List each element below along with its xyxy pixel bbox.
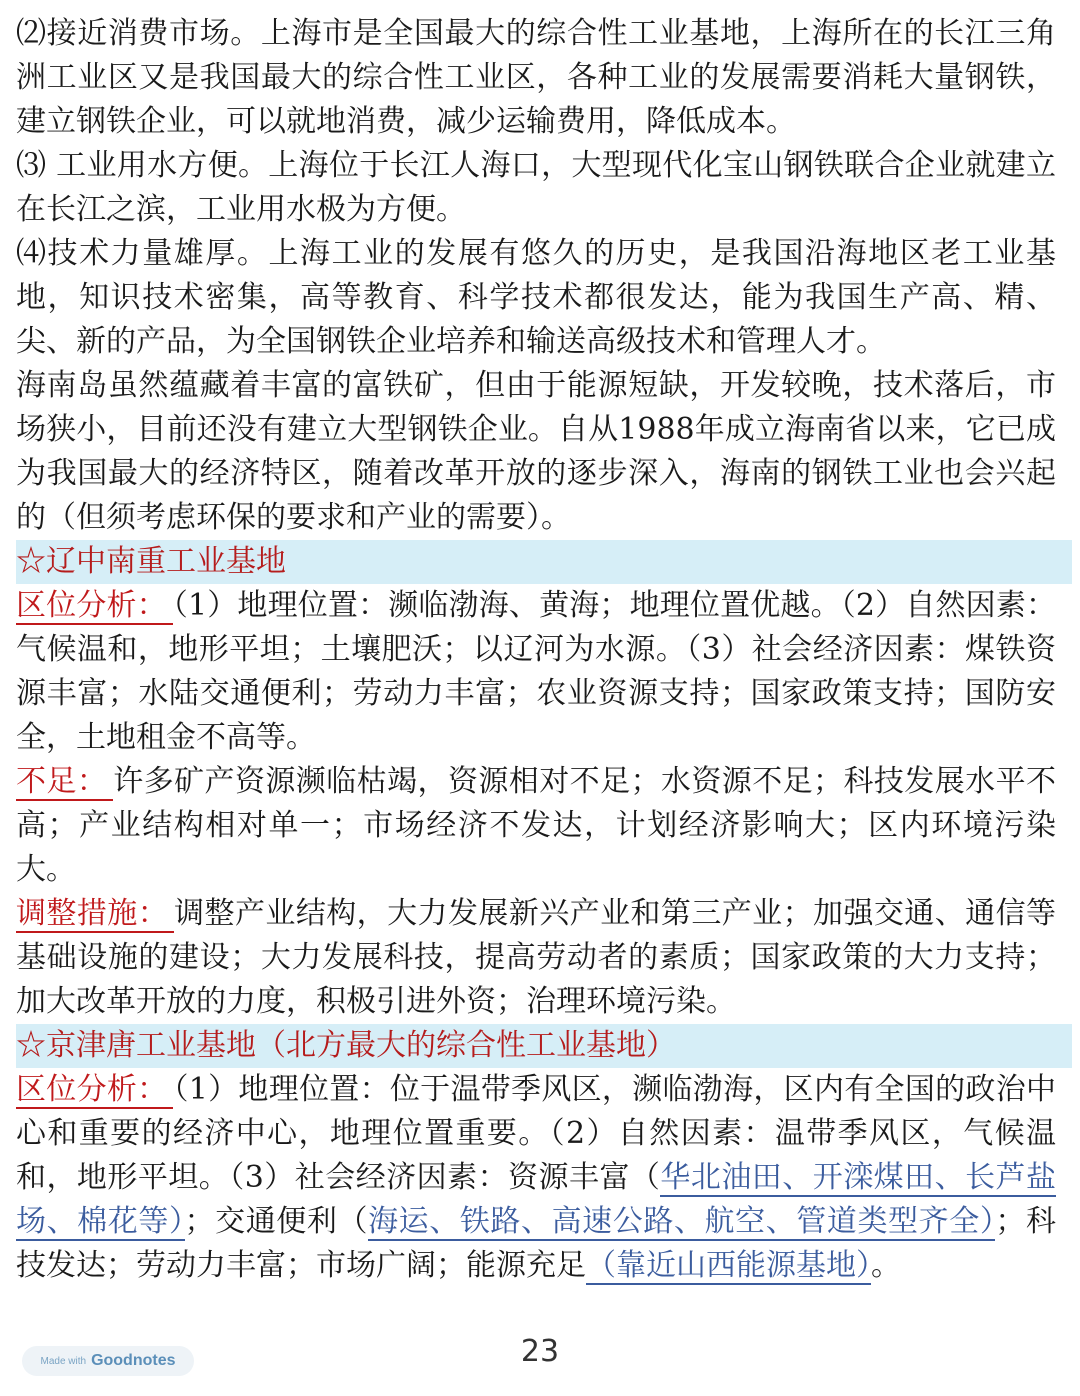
resources-note: 华北油田、开滦煤田、长芦盐场、棉花等） [16, 1160, 1057, 1239]
jingjintang-location-analysis [16, 1068, 1056, 1288]
shortcoming-text: 许多矿产资源濒临枯竭，资源相对不足；水资源不足；科技发展水平不高；产业结构相对单一；市场经济不发达，计划经济影响大；区内环境污染大。 [16, 764, 1057, 887]
paragraph-hainan: 海南岛虽然蕴藏着丰富的富铁矿，但由于能源短缺，开发较晚，技术落后，市场狭小，目前还没有建立大型钢铁企业。自从1988年成立海南省以来，它已成为我国最大的经济特区，随着改革开放的逐步深入，海南的钢铁工业也会兴起的（但须考虑环保的要求和产业的需要）。 [16, 368, 1056, 535]
measures-text: 调整产业结构，大力发展新兴产业和第三产业；加强交通、通信等基础设施的建设；大力发展科技，提高劳动者的素质；国家政策的大力支持；加大改革开放的力度，积极引进外资；治理环境污染。 [16, 896, 1057, 1019]
page-number: 23 [520, 1334, 560, 1369]
location-text-a: （1）地理位置：位于温带季风区，濒临渤海，区内有全国的政治中心和重要的经济中心，地理位置重要。（2）自然因素：温带季风区，气候温和，地形平坦。（3）社会经济因素：资源丰富（ [16, 1072, 1057, 1195]
measures-label: 调整措施： [16, 896, 174, 933]
location-text-d: 。 [871, 1248, 901, 1283]
location-text-b: ；交通便利（ [184, 1204, 369, 1239]
energy-note: （靠近山西能源基地） [586, 1248, 871, 1283]
liaozhongnan-location-analysis [16, 584, 1056, 760]
section-heading-jingjintang: ☆京津唐工业基地（北方最大的综合性工业基地） [16, 1024, 1072, 1068]
paragraph-technology: ⑷技术力量雄厚。上海工业的发展有悠久的历史，是我国沿海地区老工业基地，知识技术密集，高等教育、科学技术都很发达，能为我国生产高、精、尖、新的产品，为全国钢铁企业培养和输送高级技术和管理人才。 [16, 236, 1056, 359]
shortcoming-label: 不足： [16, 764, 113, 801]
location-text-c: ；科技发达；劳动力丰富；市场广阔；能源充足 [16, 1204, 1057, 1283]
badge-brand: Goodnotes [91, 1352, 176, 1369]
section-heading-liaozhongnan: ☆辽中南重工业基地 [16, 540, 1072, 584]
paragraph-consumer-market: ⑵接近消费市场。上海市是全国最大的综合性工业基地，上海所在的长江三角洲工业区又是我国最大的综合性工业区，各种工业的发展需要消耗大量钢铁，建立钢铁企业，可以就地消费，减少运输费用，降低成本。 [16, 16, 1056, 139]
liaozhongnan-shortcomings [16, 760, 1056, 892]
location-analysis-text: （1）地理位置：濒临渤海、黄海；地理位置优越。（2）自然因素：气候温和，地形平坦；土壤肥沃；以辽河为水源。（3）社会经济因素：煤铁资源丰富；水陆交通便利；劳动力丰富；农业资源支持；国家政策支持；国防安全，土地租金不高等。 [16, 588, 1056, 755]
location-analysis-label: 区位分析： [16, 588, 173, 625]
paragraph-water-supply: ⑶ 工业用水方便。上海位于长江人海口，大型现代化宝山钢铁联合企业就建立在长江之滨，工业用水极为方便。 [16, 148, 1056, 227]
document-page [16, 12, 1056, 1288]
transport-note: 海运、铁路、高速公路、航空、管道类型齐全） [368, 1204, 996, 1239]
liaozhongnan-measures [16, 892, 1056, 1024]
badge-made-with: Made with [40, 1355, 87, 1367]
location-analysis-label: 区位分析： [16, 1072, 173, 1109]
